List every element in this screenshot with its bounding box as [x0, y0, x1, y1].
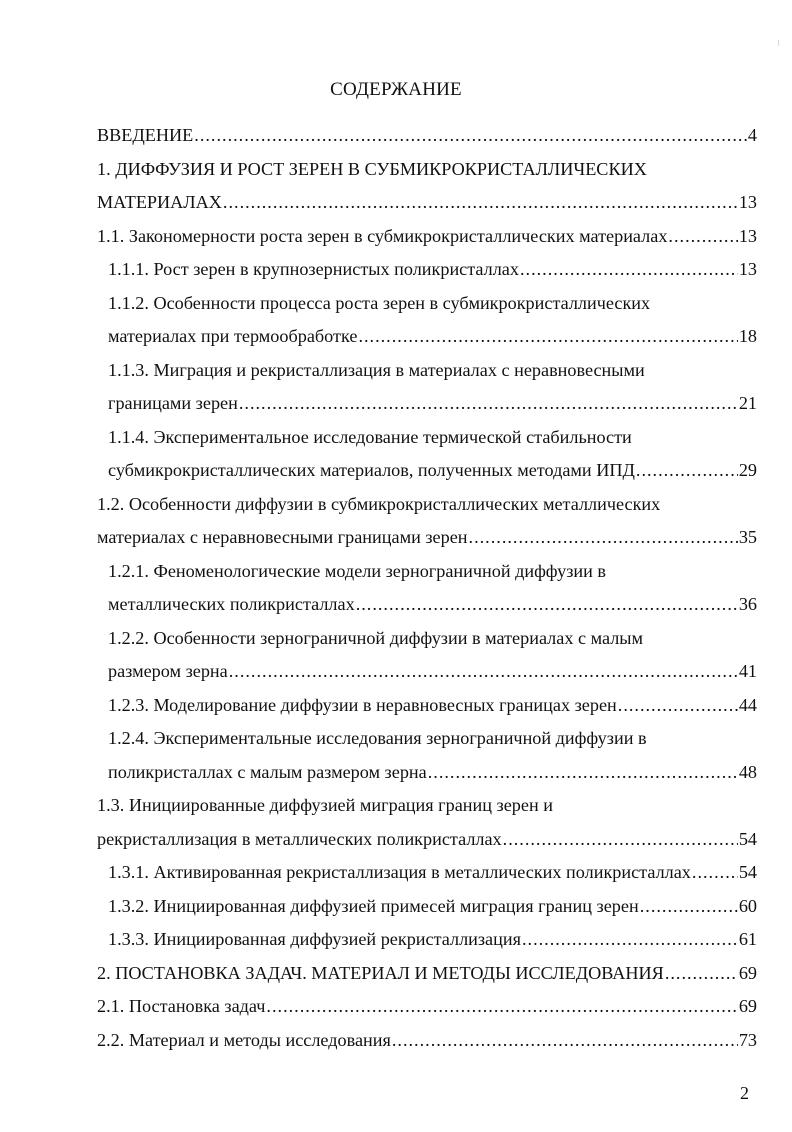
- toc-entry[interactable]: 1.2.3. Моделирование диффузии в неравновесных границах зерен ..... 44: [108, 690, 757, 720]
- page-number: 2: [740, 1083, 749, 1103]
- toc-entry[interactable]: 1.1.4. Экспериментальное исследование термической стабильности: [108, 427, 632, 447]
- toc-entry[interactable]: 1. ДИФФУЗИЯ И РОСТ ЗЕРЕН В СУБМИКРОКРИСТАЛЛИЧЕСКИХ: [97, 159, 647, 179]
- toc-entry[interactable]: 1.1.1. Рост зерен в крупнозернистых поликристаллах ..... 13: [108, 254, 757, 284]
- toc-entry[interactable]: 1.3.1. Активированная рекристаллизация в металлических поликристаллах ..... 54: [108, 857, 757, 887]
- toc-entry[interactable]: материалах с неравновесными границами зерен ..... 35: [97, 522, 757, 552]
- toc-entry[interactable]: ВВЕДЕНИЕ ..... 4: [97, 120, 757, 150]
- scan-edge-mark: [778, 40, 779, 46]
- toc-entry[interactable]: 1.2. Особенности диффузии в субмикрокристаллических металлических: [97, 494, 661, 514]
- toc-heading: СОДЕРЖАНИЕ: [330, 79, 462, 100]
- toc-entry[interactable]: 1.2.1. Феноменологические модели зернограничной диффузии в: [108, 561, 607, 581]
- toc-entry[interactable]: 1.3.2. Инициированная диффузией примесей миграция границ зерен ..... 60: [108, 891, 757, 921]
- toc-entry[interactable]: 2.2. Материал и методы исследования ..... 73: [97, 1025, 757, 1055]
- toc-entry[interactable]: поликристаллах с малым размером зерна ..... 48: [108, 757, 757, 787]
- toc-entry[interactable]: 1.3.3. Инициированная диффузией рекристаллизация ..... 61: [108, 924, 757, 954]
- toc-entry[interactable]: рекристаллизация в металлических поликристаллах ..... 54: [97, 824, 757, 854]
- toc-entry[interactable]: 1.2.4. Экспериментальные исследования зернограничной диффузии в: [108, 728, 647, 748]
- toc-entry[interactable]: материалах при термообработке ..... 18: [108, 321, 757, 351]
- toc-entry[interactable]: границами зерен ..... 21: [108, 388, 757, 418]
- toc-entry[interactable]: 1.1.3. Миграция и рекристаллизация в материалах с неравновесными: [108, 360, 645, 380]
- toc-entry[interactable]: 1.3. Инициированные диффузией миграция границ зерен и: [97, 795, 553, 815]
- toc-entry[interactable]: 2. ПОСТАНОВКА ЗАДАЧ. МАТЕРИАЛ И МЕТОДЫ ИССЛЕДОВАНИЯ ..... 69: [97, 958, 757, 988]
- toc-entry[interactable]: 1.2.2. Особенности зернограничной диффузии в материалах с малым: [108, 628, 644, 648]
- toc-entry[interactable]: субмикрокристаллических материалов, полученных методами ИПД ..... 29: [108, 455, 757, 485]
- toc-entry[interactable]: металлических поликристаллах ..... 36: [108, 589, 757, 619]
- toc-entry[interactable]: МАТЕРИАЛАХ ..... 13: [97, 187, 757, 217]
- toc-entry[interactable]: 1.1.2. Особенности процесса роста зерен в субмикрокристаллических: [108, 293, 651, 313]
- toc-entry[interactable]: 1.1. Закономерности роста зерен в субмикрокристаллических материалах ..... 13: [97, 221, 757, 251]
- toc-entry[interactable]: 2.1. Постановка задач ..... 69: [97, 991, 757, 1021]
- toc-entry[interactable]: размером зерна ..... 41: [108, 656, 757, 686]
